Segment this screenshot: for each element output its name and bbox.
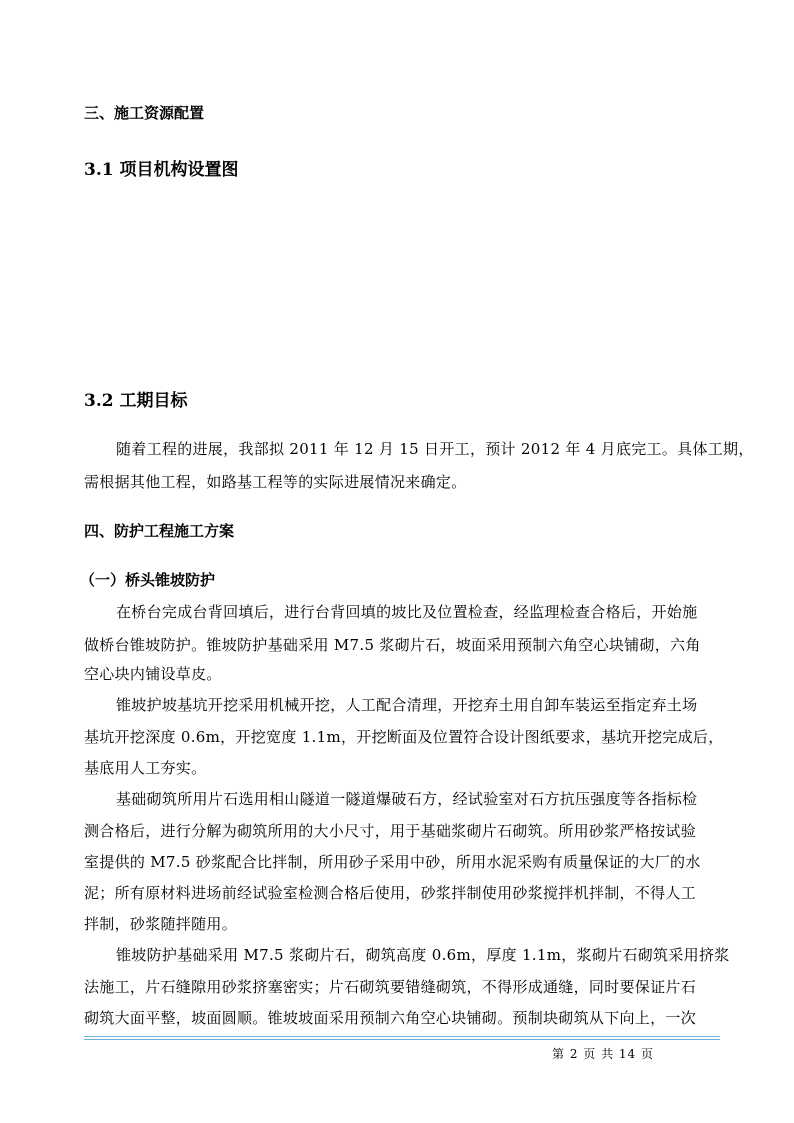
subsection-3-2-title: 3.2 工期目标 [84,391,188,411]
page-number: 第 2 页 共 14 页 [552,1047,654,1061]
footer-rule-bottom [84,1039,720,1040]
paragraph-line: 在桥台完成台背回填后，进行台背回填的坡比及位置检查，经监理检查合格后，开始施 [116,603,698,621]
subsection-3-1-title: 3.1 项目机构设置图 [84,160,239,180]
paragraph-line: 砌筑大面平整，坡面圆顺。锥坡坡面采用预制六角空心块铺砌。预制块砌筑从下向上，一次 [84,1009,697,1027]
paragraph-line: 测合格后，进行分解为砌筑所用的大小尺寸，用于基础浆砌片石砌筑。所用砂浆严格按试验 [84,822,697,840]
paragraph-line: 基础砌筑所用片石选用相山隧道一隧道爆破石方，经试验室对石方抗压强度等各指标检 [116,790,698,808]
paragraph-line: 拌制，砂浆随拌随用。 [84,915,238,933]
paragraph-line: 空心块内铺设草皮。 [84,665,222,683]
paragraph-line: 室提供的 M7.5 砂浆配合比拌制，所用砂子采用中砂，所用水泥采购有质量保证的大厂的水 [84,853,701,871]
paragraph-line: 基坑开挖深度 0.6m，开挖宽度 1.1m，开挖断面及位置符合设计图纸要求，基坑开挖完成后， [84,728,724,746]
paragraph-line: 需根据其他工程，如路基工程等的实际进展情况来确定。 [84,473,467,491]
paragraph-line: 随着工程的进展，我部拟 2011 年 12 月 15 日开工，预计 2012 年 4 月底完工。具体工期， [116,440,754,458]
subsection-4-1-title: （一）桥头锥坡防护 [80,571,216,589]
paragraph-line: 锥坡护坡基坑开挖采用机械开挖，人工配合清理，开挖弃土用自卸车装运至指定弃土场 [116,696,698,714]
footer-rule-top [84,1036,720,1037]
paragraph-line: 泥；所有原材料进场前经试验室检测合格后使用，砂浆拌制使用砂浆搅拌机拌制，不得人工 [84,884,697,902]
paragraph-line: 做桥台锥坡防护。锥坡防护基础采用 M7.5 浆砌片石，坡面采用预制六角空心块铺砌，六角 [84,636,701,654]
paragraph-line: 锥坡防护基础采用 M7.5 浆砌片石，砌筑高度 0.6m，厚度 1.1m，浆砌片石砌筑采用挤浆 [116,946,730,964]
section-3-title: 三、施工资源配置 [84,104,205,122]
paragraph-line: 基底用人工夯实。 [84,759,207,777]
section-4-title: 四、防护工程施工方案 [84,522,235,540]
paragraph-line: 法施工，片石缝隙用砂浆挤塞密实；片石砌筑要错缝砌筑，不得形成通缝，同时要保证片石 [84,978,697,996]
